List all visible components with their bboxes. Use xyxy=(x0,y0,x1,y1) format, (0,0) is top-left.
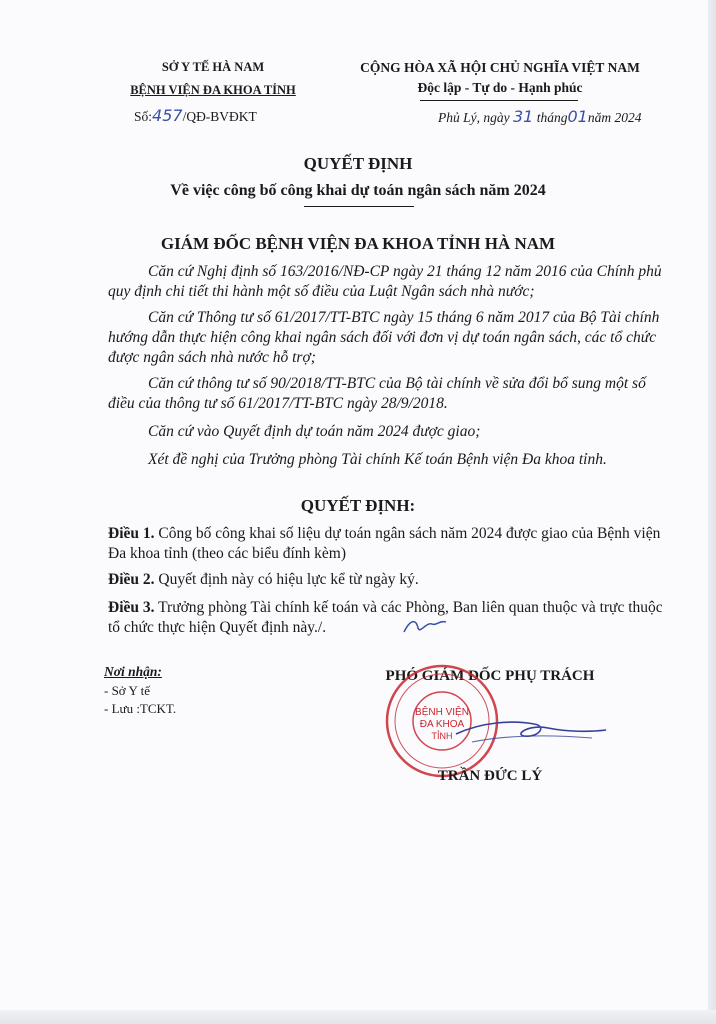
document-title: QUYẾT ĐỊNH xyxy=(303,154,413,173)
ground-5: Xét đề nghị của Trưởng phòng Tài chính Kế toán Bệnh viện Đa khoa tỉnh. xyxy=(148,451,607,468)
stamp-text-3: TỈNH xyxy=(431,731,453,741)
article-3-label: Điều 3. xyxy=(108,599,155,616)
stamp-text-2: ĐA KHOA xyxy=(419,719,465,730)
article-1-text: Công bố công khai số liệu dự toán ngân sách năm 2024 được giao của Bệnh viện Đa khoa tỉnh (theo các biểu đính kèm) xyxy=(108,525,661,562)
document-number-prefix: Số: xyxy=(134,109,153,124)
hospital-name: BỆNH VIỆN ĐA KHOA TỈNH xyxy=(130,83,296,97)
stamp-text-1: BỆNH VIỆN xyxy=(415,707,469,718)
ground-4: Căn cứ vào Quyết định dự toán năm 2024 được giao; xyxy=(148,423,481,440)
document-number-handwritten: 457 xyxy=(152,106,183,125)
date-month: 01 xyxy=(567,107,588,126)
article-1-label: Điều 1. xyxy=(108,525,155,542)
nation-motto: Độc lập - Tự do - Hạnh phúc xyxy=(417,80,583,95)
date-month-label: tháng xyxy=(536,110,568,125)
initials-mark xyxy=(400,614,450,638)
article-1 xyxy=(108,524,668,564)
subject-underline xyxy=(304,206,414,207)
ground-1: Căn cứ Nghị định số 163/2016/NĐ-CP ngày 21 tháng 12 năm 2016 của Chính phủ quy định chi tiết thi hành một số điều của Luật Ngân sách nhà nước; xyxy=(108,263,662,300)
handwritten-signature xyxy=(452,712,612,752)
recipient-item: - Lưu :TCKT. xyxy=(104,701,177,716)
document-number xyxy=(134,106,257,125)
ground-2: Căn cứ Thông tư số 61/2017/TT-BTC ngày 15 tháng 6 năm 2017 của Bộ Tài chính hướng dẫn thực hiện công khai ngân sách đối với đơn vị dự toán ngân sách, các tổ chức được ngân sách nhà nước hỗ trợ; xyxy=(108,309,660,366)
document-date xyxy=(438,107,641,126)
date-place: Phủ Lý, ngày xyxy=(438,110,510,125)
issuing-authority: GIÁM ĐỐC BỆNH VIỆN ĐA KHOA TỈNH HÀ NAM xyxy=(160,234,556,253)
ground-3: Căn cứ thông tư số 90/2018/TT-BTC của Bộ tài chính về sửa đổi bổ sung một số điều của thông tư số 61/2017/TT-BTC ngày 28/9/2018. xyxy=(108,375,646,412)
article-2 xyxy=(108,570,668,590)
motto-underline xyxy=(420,100,578,101)
article-3 xyxy=(108,598,668,638)
date-day: 31 xyxy=(513,107,534,126)
recipient-item: - Sở Y tế xyxy=(104,683,150,698)
date-year: năm 2024 xyxy=(587,110,642,125)
signer-name: TRẦN ĐỨC LÝ xyxy=(437,768,543,784)
document-number-suffix: /QĐ-BVĐKT xyxy=(182,109,257,124)
nation-title: CỘNG HÒA XÃ HỘI CHỦ NGHĨA VIỆT NAM xyxy=(360,60,640,75)
article-2-label: Điều 2. xyxy=(108,571,155,588)
recipients-label: Nơi nhận: xyxy=(104,664,162,679)
article-2-text: Quyết định này có hiệu lực kể từ ngày ký. xyxy=(158,571,419,588)
page-edge-bottom xyxy=(0,1010,716,1024)
article-3-text: Trưởng phòng Tài chính kế toán và các Phòng, Ban liên quan thuộc và trực thuộc tổ chức thực hiện Quyết định này./. xyxy=(108,599,663,636)
document-subject: Về việc công bố công khai dự toán ngân sách năm 2024 xyxy=(170,182,546,199)
signer-position: PHÓ GIÁM ĐỐC PHỤ TRÁCH xyxy=(385,668,595,684)
decision-heading: QUYẾT ĐỊNH: xyxy=(300,496,416,515)
ministry-name: SỞ Y TẾ HÀ NAM xyxy=(161,60,265,74)
